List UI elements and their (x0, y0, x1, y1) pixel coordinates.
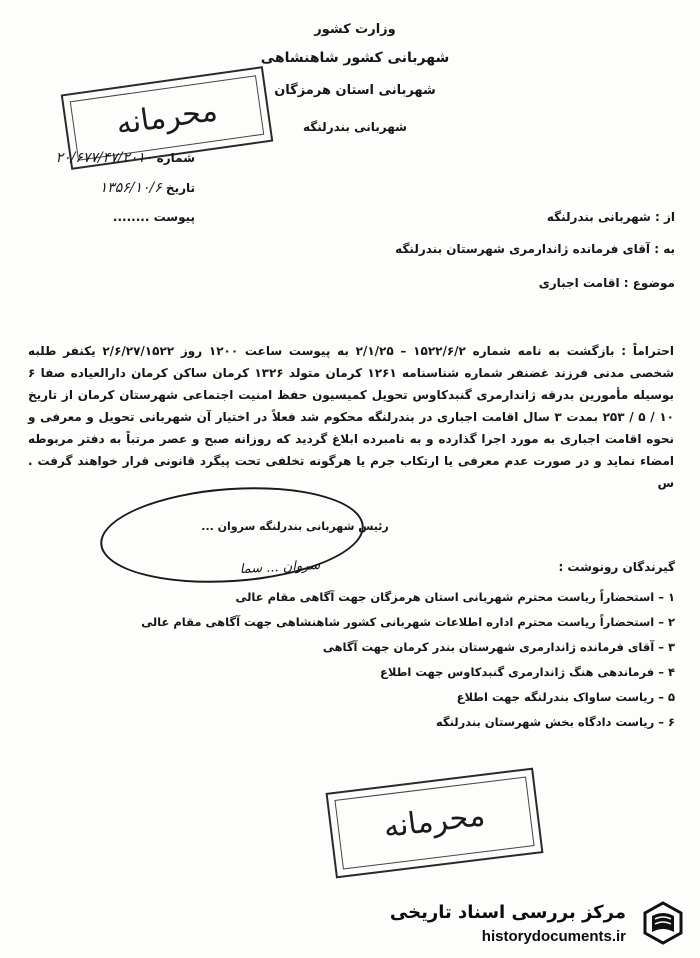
recipient-item: ۲ – استحضاراً ریاست محترم اداره اطلاعات شهربانی کشور شاهنشاهی جهت آگاهی مقام عالی (141, 615, 675, 629)
watermark-url: historydocuments.ir (481, 928, 626, 945)
recipient-item: ۶ – ریاست دادگاه بخش شهرستان بندرلنگه (435, 715, 675, 729)
reference-enclosure (5, 210, 195, 224)
archive-logo-icon (640, 900, 686, 946)
address-to: به : آقای فرمانده ژاندارمری شهرستان بندرلنگه (395, 242, 675, 256)
reference-date-label: تاریخ (165, 181, 195, 195)
recipient-item: ۱ – استحضاراً ریاست محترم شهربانی استان هرمزگان جهت آگاهی مقام عالی (235, 590, 675, 604)
recipient-item: ۳ – آقای فرمانده ژاندارمری شهرستان بندر کرمان جهت آگاهی (322, 640, 675, 654)
recipients-list (35, 590, 675, 740)
reference-date (5, 180, 195, 196)
letter-body: احتراماً : بازگشت به نامه شماره ۱۵۲۲/۶/۲ – ۲/۱/۲۵ به پیوست ساعت ۱۲۰۰ روز ۲/۶/۲۷/۱۵۲۲ یکنفر طلبه شخصی مدنی فرزند غضنفر شماره شناسنامه ۱۲۶۱ کرمان متولد ۱۳۲۶ کرمان ساکن کرمان دارالعیاده صفا ۶ بوسیله مأمورین بدرقه ژاندارمری گنبدکاوس تحویل کمیسیون حفظ امنیت اجتماعی شهرستان کرمان از تاریخ ۱۰ / ۵ / ۲۵۳ بمدت ۳ سال اقامت اجباری در بندرلنگه محکوم شد فعلاً در اختیار آن شهربانی تحویل و معرفی و نحوه اقامت اجباری به مورد اجرا گذارده و به نامبرده ابلاغ گردید که روزانه صبح و عصر مرتباً به دفتر مربوطه امضاء نماید و در صورت عدم معرفی یا ارتکاب جرم یا هرگونه تخلفی تحت پیگرد قانونی قرار خواهند گرفت . س (28, 344, 675, 490)
watermark (389, 888, 700, 958)
recipient-item: ۴ – فرماندهی هنگ ژاندارمری گنبدکاوس جهت اطلاع (380, 665, 675, 679)
confidential-stamp-text: محرمانه (381, 797, 487, 846)
recipient-item: ۵ – ریاست ساواک بندرلنگه جهت اطلاع (456, 690, 675, 704)
reference-enclosure-label: پیوست (153, 210, 195, 224)
address-from: از : شهربانی بندرلنگه (546, 210, 675, 224)
letterhead-gendarmerie: شهربانی کشور شاهنشاهی (260, 50, 450, 66)
reference-enclosure-value: ........ (112, 210, 150, 224)
letterhead-city: شهربانی بندرلنگه (303, 120, 407, 134)
signature-title: رئیس شهربانی بندرلنگه سروان ... (201, 520, 389, 533)
reference-date-value: ۱۳۵۶/۱۰/۶ (99, 180, 162, 196)
confidential-stamp-text: محرمانه (114, 93, 220, 142)
letterhead-ministry: وزارت کشور (314, 22, 396, 37)
letter-subject: موضوع : اقامت اجباری (538, 276, 675, 290)
confidential-stamp-bottom (326, 768, 544, 879)
reference-number (5, 150, 195, 166)
signature-scribble: سروان ... سما (239, 557, 321, 578)
recipients-heading: گیرندگان رونوشت : (558, 560, 675, 574)
reference-number-label: شماره (156, 151, 195, 165)
watermark-title: مرکز بررسی اسناد تاریخی (389, 902, 626, 923)
letterhead-province: شهربانی استان هرمزگان (274, 83, 436, 98)
reference-number-value: ۲۰/۶۷۷/۴۷/۲۰۱۰ (55, 150, 153, 166)
